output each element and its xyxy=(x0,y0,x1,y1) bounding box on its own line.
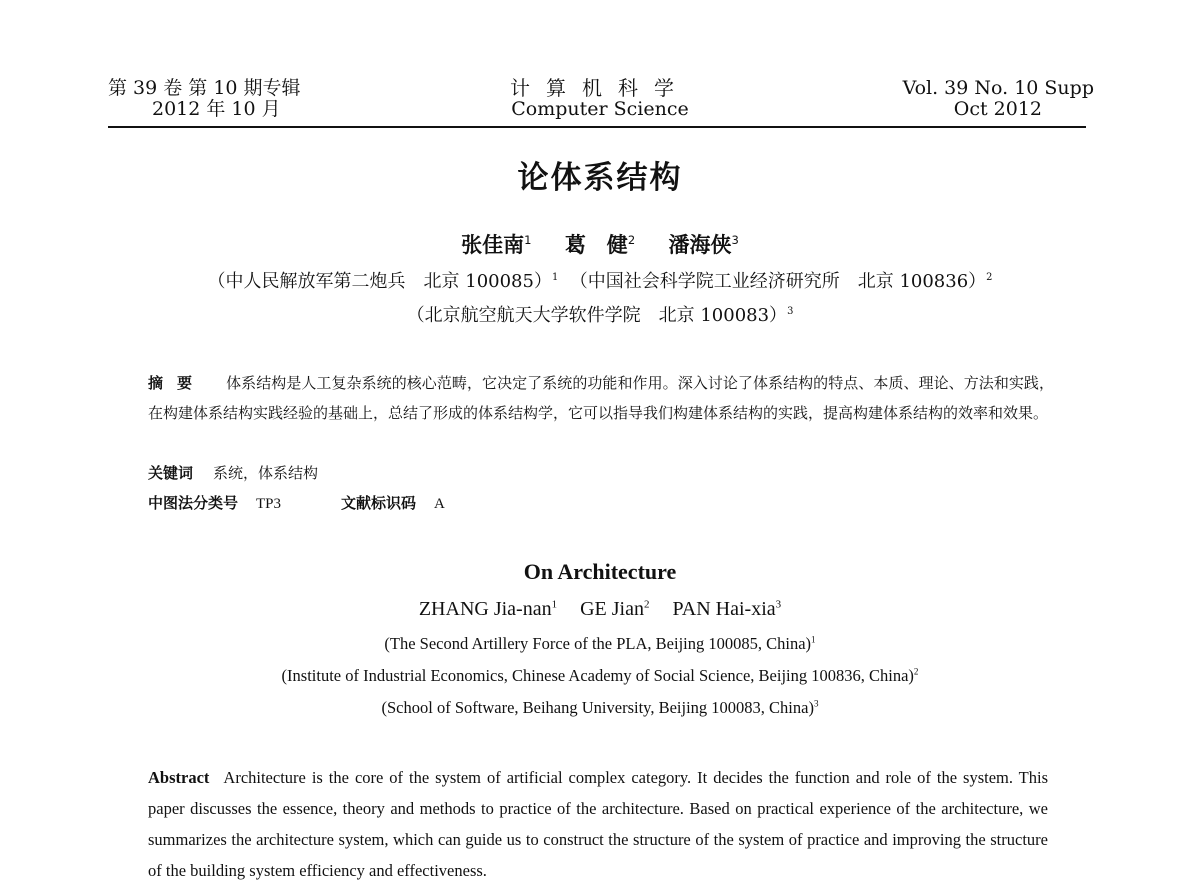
abstract-text-en: Architecture is the core of the system of artificial complex category. It decides the function and role of the system. This paper discusses the essence, theory and methods to practice of the architecture. Based on practical experience of the architecture, we summarizes the architecture system, which can guide us to construct the structure of the system of practice and improving the structure of the building system efficiency and effectiveness. xyxy=(148,768,1048,880)
paper-title-en: On Architecture xyxy=(523,559,677,584)
journal-issue-cn xyxy=(108,78,348,120)
author-en: GE Jian$^2$ xyxy=(580,598,650,620)
author-cn: 张佳南$^1$ xyxy=(461,233,532,257)
header-rule xyxy=(108,126,1086,128)
keywords-text: 系统，体系结构 xyxy=(213,464,319,482)
affiliations-cn: （北京航空航天大学软件学院 北京 100083）$^3$ xyxy=(406,305,794,326)
author-cn: 葛 健$^2$ xyxy=(564,233,636,257)
author-cn: 潘海侠$^3$ xyxy=(668,233,739,257)
affiliation-cn: （北京航空航天大学软件学院 北京 100083） xyxy=(406,305,788,326)
keywords-cn xyxy=(148,460,318,486)
paper-title-cn: 论体系结构 xyxy=(517,160,683,196)
author-list-cn xyxy=(0,229,1200,259)
abstract-en xyxy=(148,762,1048,886)
abstract-cn xyxy=(148,368,1054,428)
affiliation-en: (School of Software, Beihang University, Beijing 100083, China)$^3$ xyxy=(381,698,819,717)
volume-date: Oct 2012 xyxy=(953,98,1042,120)
affiliations-cn: （中人民解放军第二炮兵 北京 100085）$^1$ （中国社会科学院工业经济研究所 北京 100836）$^2$ xyxy=(207,271,993,292)
journal-title xyxy=(450,78,750,120)
affiliation-en: (Institute of Industrial Economics, Chinese Academy of Social Science, Beijing 100836, China)$^2$ xyxy=(281,666,919,685)
issue-date: 2012 年 10 月 xyxy=(152,98,281,120)
affiliation-cn: （中人民解放军第二炮兵 北京 100085） xyxy=(207,271,552,292)
doc-code-value: A xyxy=(434,496,445,512)
journal-issue-en xyxy=(860,78,1094,120)
author-list-en xyxy=(0,598,1200,621)
abstract-label-cn: 摘要 xyxy=(148,374,207,392)
journal-title-cn: 计算机科学 xyxy=(510,76,690,100)
abstract-label-en: Abstract xyxy=(148,768,210,787)
keywords-label: 关键词 xyxy=(148,464,194,482)
clc-label: 中图法分类号 xyxy=(148,494,239,512)
abstract-text-cn: 体系结构是人工复杂系统的核心范畴，它决定了系统的功能和作用。深入讨论了体系结构的特点、本质、理论、方法和实践，在构建体系结构实践经验的基础上，总结了形成的体系结构学，它可以指导我们构建体系结构的实践，提高构建体系结构的效率和效果。 xyxy=(148,374,1054,422)
volume-line: Vol. 39 No. 10 Supp xyxy=(902,77,1094,99)
affiliation-cn: （中国社会科学院工业经济研究所 北京 100836） xyxy=(569,271,987,292)
classification-line xyxy=(148,490,445,517)
affiliation-en: (The Second Artillery Force of the PLA, Beijing 100085, China)$^1$ xyxy=(384,634,816,653)
author-en: ZHANG Jia-nan$^1$ xyxy=(418,598,558,620)
journal-title-en: Computer Science xyxy=(511,98,689,120)
issue-line: 第 39 卷 第 10 期专辑 xyxy=(108,77,301,99)
author-en: PAN Hai-xia$^3$ xyxy=(672,598,782,620)
doc-code-label: 文献标识码 xyxy=(341,494,417,512)
clc-value: TP3 xyxy=(256,496,282,512)
